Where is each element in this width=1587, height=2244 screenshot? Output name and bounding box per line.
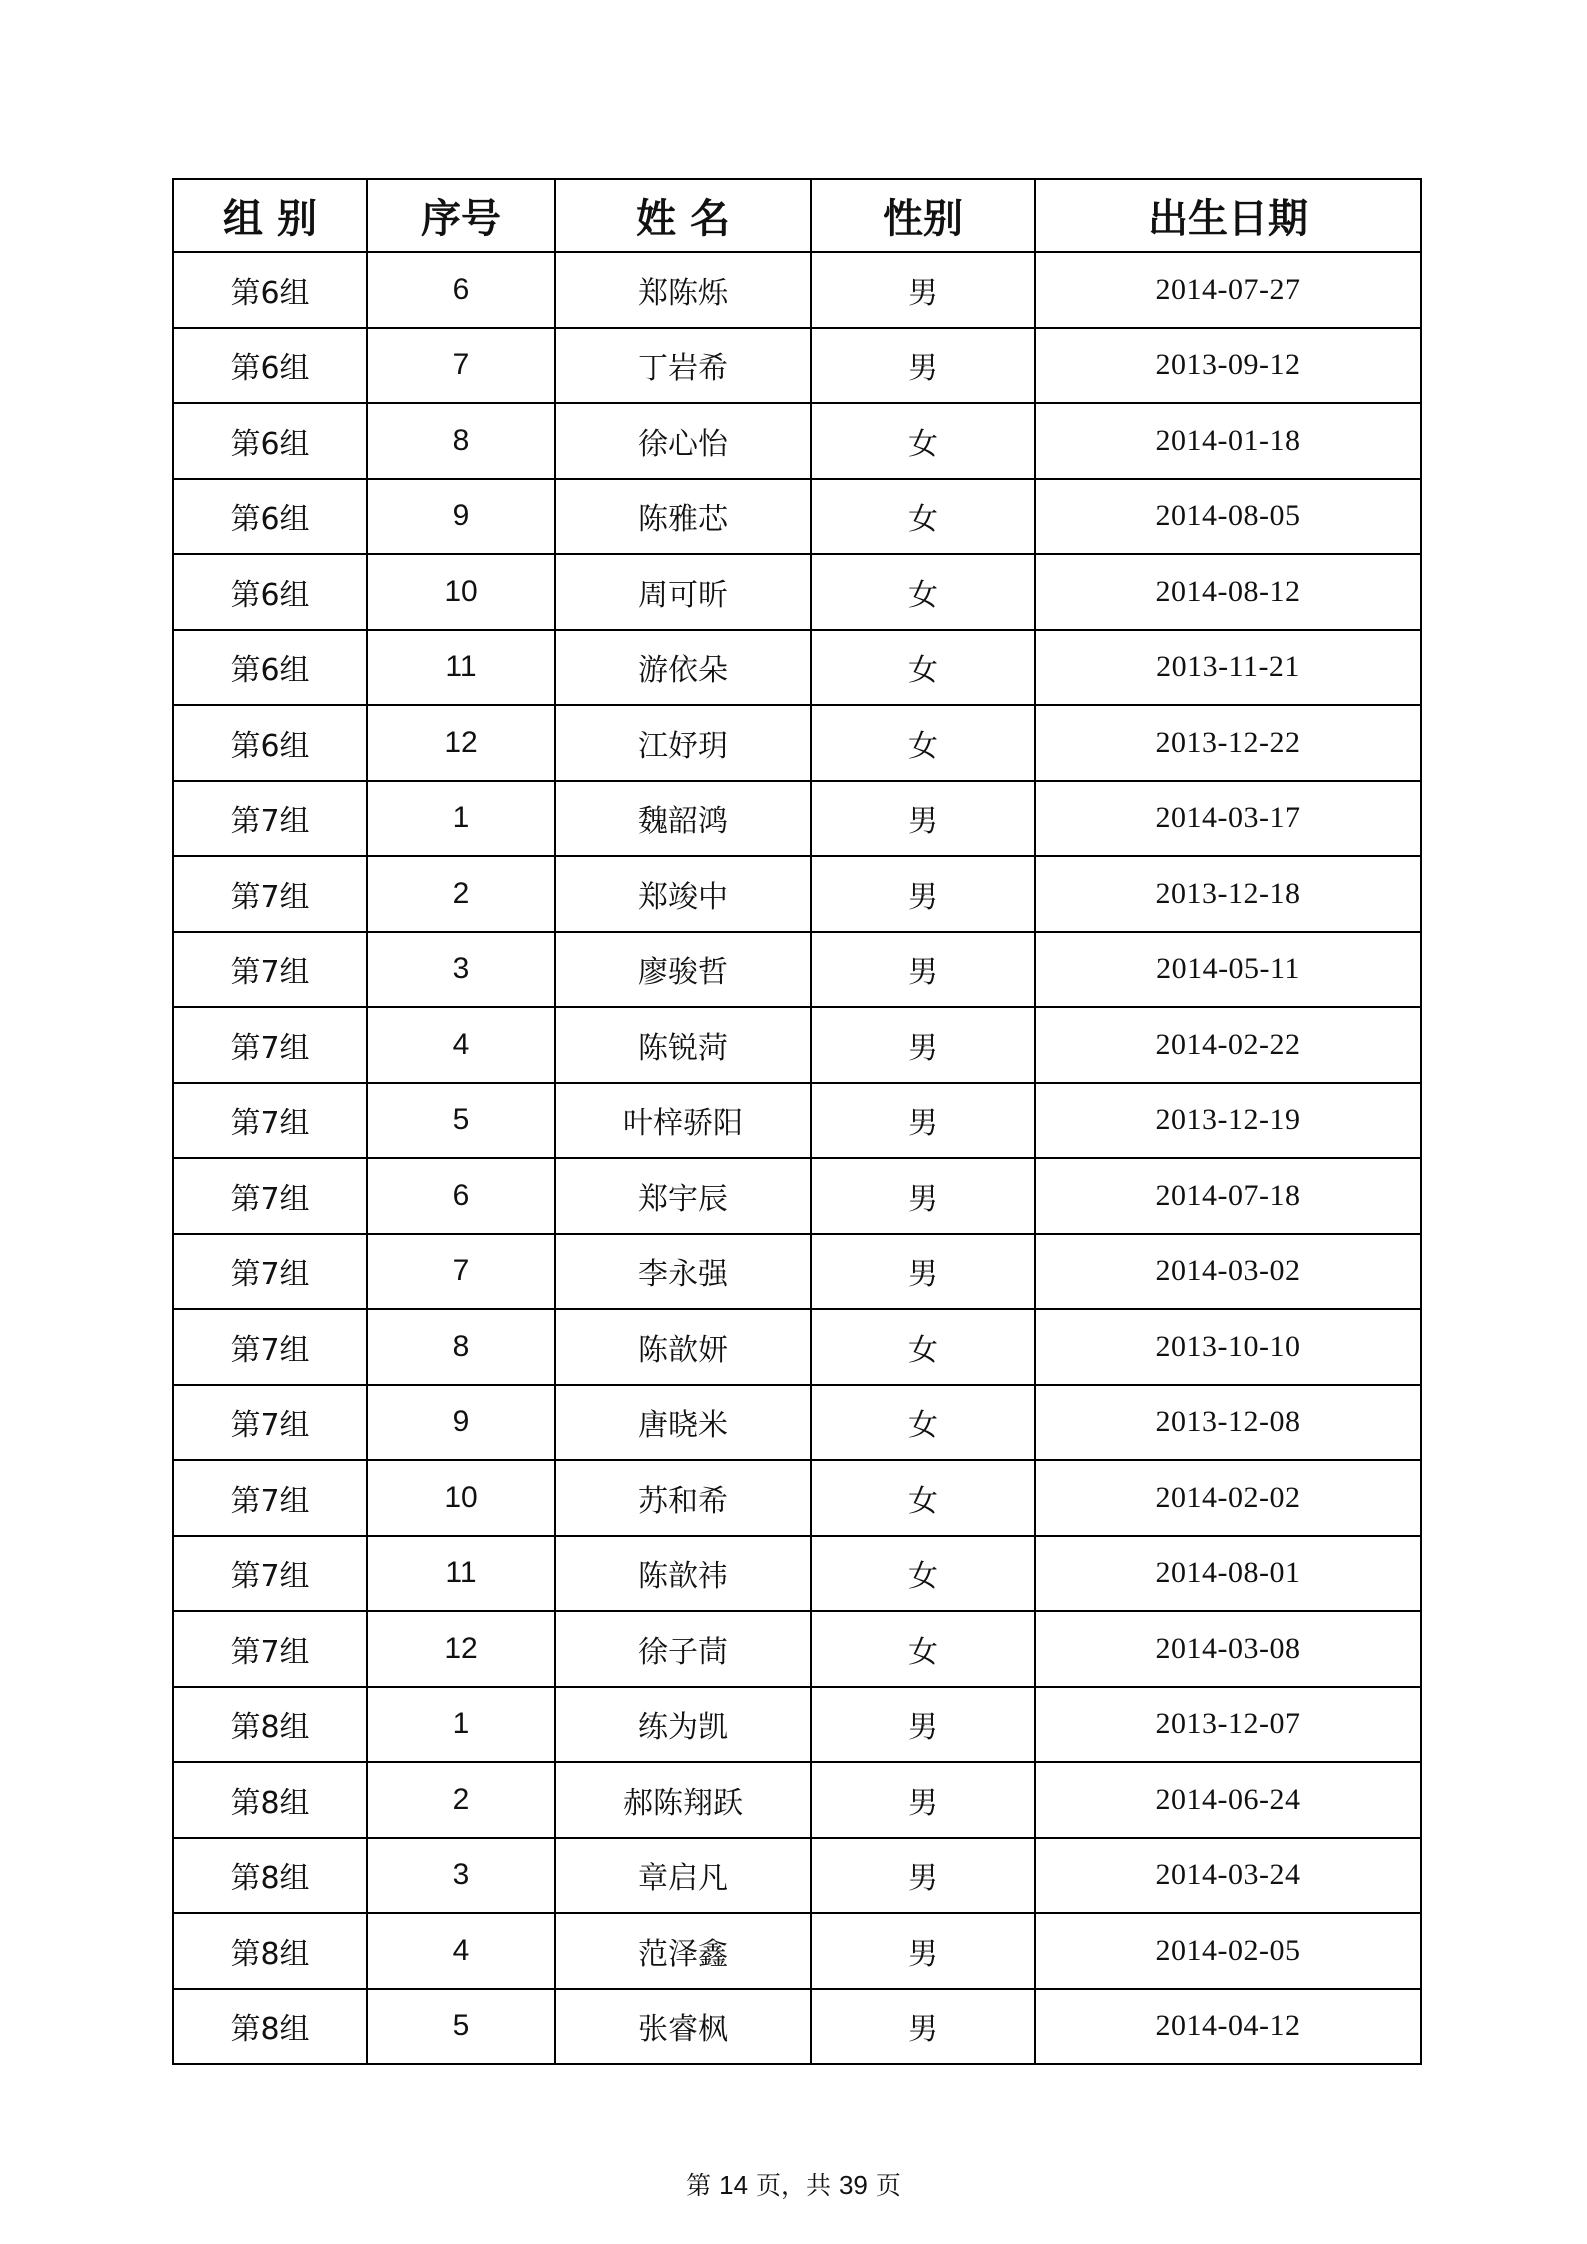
cell-seq: 3 bbox=[367, 1838, 555, 1914]
cell-group: 第8组 bbox=[173, 1838, 367, 1914]
cell-seq: 7 bbox=[367, 1234, 555, 1310]
cell-sex: 女 bbox=[811, 630, 1035, 706]
cell-group: 第6组 bbox=[173, 630, 367, 706]
table-row bbox=[173, 1309, 1421, 1385]
cell-seq: 10 bbox=[367, 1460, 555, 1536]
cell-sex: 女 bbox=[811, 554, 1035, 630]
cell-name: 廖骏哲 bbox=[555, 932, 811, 1008]
cell-seq: 6 bbox=[367, 1158, 555, 1234]
cell-group: 第6组 bbox=[173, 403, 367, 479]
cell-group: 第6组 bbox=[173, 705, 367, 781]
cell-name: 郝陈翔跃 bbox=[555, 1762, 811, 1838]
cell-name: 丁岩希 bbox=[555, 328, 811, 404]
cell-group: 第7组 bbox=[173, 932, 367, 1008]
header-row bbox=[173, 179, 1421, 252]
cell-group: 第8组 bbox=[173, 1913, 367, 1989]
cell-birth: 2013-12-22 bbox=[1035, 705, 1421, 781]
footer-middle: 页，共 bbox=[755, 2171, 831, 2200]
table-row bbox=[173, 1536, 1421, 1612]
table-row bbox=[173, 1385, 1421, 1461]
table-row bbox=[173, 328, 1421, 404]
cell-sex: 男 bbox=[811, 932, 1035, 1008]
cell-name: 周可昕 bbox=[555, 554, 811, 630]
cell-birth: 2014-08-12 bbox=[1035, 554, 1421, 630]
cell-birth: 2014-05-11 bbox=[1035, 932, 1421, 1008]
cell-birth: 2013-11-21 bbox=[1035, 630, 1421, 706]
cell-seq: 7 bbox=[367, 328, 555, 404]
cell-sex: 男 bbox=[811, 1913, 1035, 1989]
cell-group: 第7组 bbox=[173, 1309, 367, 1385]
header-sex: 性别 bbox=[811, 179, 1035, 252]
cell-name: 魏韶鸿 bbox=[555, 781, 811, 857]
cell-name: 张睿枫 bbox=[555, 1989, 811, 2065]
cell-group: 第7组 bbox=[173, 1385, 367, 1461]
cell-birth: 2014-03-08 bbox=[1035, 1611, 1421, 1687]
cell-sex: 男 bbox=[811, 1007, 1035, 1083]
header-birth: 出生日期 bbox=[1035, 179, 1421, 252]
cell-birth: 2014-07-27 bbox=[1035, 252, 1421, 328]
table-row bbox=[173, 781, 1421, 857]
cell-group: 第6组 bbox=[173, 554, 367, 630]
table-row bbox=[173, 1762, 1421, 1838]
cell-group: 第7组 bbox=[173, 1460, 367, 1536]
table-row bbox=[173, 1460, 1421, 1536]
cell-seq: 2 bbox=[367, 1762, 555, 1838]
cell-sex: 女 bbox=[811, 1536, 1035, 1612]
cell-birth: 2014-04-12 bbox=[1035, 1989, 1421, 2065]
cell-group: 第6组 bbox=[173, 479, 367, 555]
cell-birth: 2014-02-02 bbox=[1035, 1460, 1421, 1536]
cell-birth: 2013-12-08 bbox=[1035, 1385, 1421, 1461]
cell-name: 苏和希 bbox=[555, 1460, 811, 1536]
cell-sex: 男 bbox=[811, 1989, 1035, 2065]
cell-sex: 女 bbox=[811, 479, 1035, 555]
roster-body bbox=[173, 252, 1421, 2064]
cell-birth: 2014-08-01 bbox=[1035, 1536, 1421, 1612]
cell-seq: 5 bbox=[367, 1989, 555, 2065]
cell-seq: 11 bbox=[367, 630, 555, 706]
cell-sex: 男 bbox=[811, 1158, 1035, 1234]
cell-group: 第7组 bbox=[173, 1536, 367, 1612]
cell-seq: 1 bbox=[367, 781, 555, 857]
footer-current-page: 14 bbox=[719, 2170, 749, 2200]
cell-name: 练为凯 bbox=[555, 1687, 811, 1763]
cell-name: 范泽鑫 bbox=[555, 1913, 811, 1989]
cell-seq: 9 bbox=[367, 1385, 555, 1461]
cell-sex: 男 bbox=[811, 1083, 1035, 1159]
cell-group: 第7组 bbox=[173, 1007, 367, 1083]
cell-seq: 12 bbox=[367, 705, 555, 781]
table-row bbox=[173, 1158, 1421, 1234]
cell-seq: 8 bbox=[367, 403, 555, 479]
cell-name: 章启凡 bbox=[555, 1838, 811, 1914]
cell-group: 第8组 bbox=[173, 1989, 367, 2065]
cell-name: 徐心怡 bbox=[555, 403, 811, 479]
header-name: 姓 名 bbox=[555, 179, 811, 252]
cell-sex: 男 bbox=[811, 328, 1035, 404]
cell-name: 徐子茼 bbox=[555, 1611, 811, 1687]
cell-birth: 2014-08-05 bbox=[1035, 479, 1421, 555]
cell-birth: 2014-06-24 bbox=[1035, 1762, 1421, 1838]
cell-birth: 2014-03-02 bbox=[1035, 1234, 1421, 1310]
table-row bbox=[173, 252, 1421, 328]
cell-birth: 2013-10-10 bbox=[1035, 1309, 1421, 1385]
cell-sex: 女 bbox=[811, 403, 1035, 479]
cell-name: 陈歆妍 bbox=[555, 1309, 811, 1385]
cell-sex: 男 bbox=[811, 1687, 1035, 1763]
cell-sex: 女 bbox=[811, 1309, 1035, 1385]
table-row bbox=[173, 1083, 1421, 1159]
table-row bbox=[173, 1913, 1421, 1989]
cell-birth: 2013-12-19 bbox=[1035, 1083, 1421, 1159]
cell-sex: 男 bbox=[811, 781, 1035, 857]
cell-sex: 女 bbox=[811, 1460, 1035, 1536]
table-row bbox=[173, 705, 1421, 781]
cell-birth: 2014-01-18 bbox=[1035, 403, 1421, 479]
cell-name: 游依朵 bbox=[555, 630, 811, 706]
cell-group: 第7组 bbox=[173, 1234, 367, 1310]
header-group: 组 别 bbox=[173, 179, 367, 252]
cell-name: 陈锐菏 bbox=[555, 1007, 811, 1083]
cell-name: 郑宇辰 bbox=[555, 1158, 811, 1234]
cell-sex: 男 bbox=[811, 1234, 1035, 1310]
table-row bbox=[173, 630, 1421, 706]
cell-name: 江妤玥 bbox=[555, 705, 811, 781]
cell-birth: 2014-03-17 bbox=[1035, 781, 1421, 857]
cell-group: 第8组 bbox=[173, 1687, 367, 1763]
cell-group: 第7组 bbox=[173, 856, 367, 932]
cell-sex: 女 bbox=[811, 1611, 1035, 1687]
cell-name: 李永强 bbox=[555, 1234, 811, 1310]
page-footer bbox=[0, 2166, 1587, 2202]
cell-seq: 11 bbox=[367, 1536, 555, 1612]
table-row bbox=[173, 479, 1421, 555]
footer-suffix: 页 bbox=[875, 2171, 901, 2200]
cell-birth: 2014-07-18 bbox=[1035, 1158, 1421, 1234]
cell-group: 第7组 bbox=[173, 781, 367, 857]
cell-seq: 4 bbox=[367, 1007, 555, 1083]
cell-name: 唐晓米 bbox=[555, 1385, 811, 1461]
cell-seq: 3 bbox=[367, 932, 555, 1008]
cell-birth: 2014-02-22 bbox=[1035, 1007, 1421, 1083]
footer-prefix: 第 bbox=[686, 2171, 712, 2200]
cell-seq: 6 bbox=[367, 252, 555, 328]
footer-total-pages: 39 bbox=[838, 2170, 868, 2200]
cell-sex: 男 bbox=[811, 1838, 1035, 1914]
cell-name: 郑竣中 bbox=[555, 856, 811, 932]
table-row bbox=[173, 403, 1421, 479]
roster-table bbox=[172, 178, 1422, 2065]
cell-sex: 男 bbox=[811, 856, 1035, 932]
cell-seq: 5 bbox=[367, 1083, 555, 1159]
cell-birth: 2013-12-18 bbox=[1035, 856, 1421, 932]
cell-sex: 男 bbox=[811, 252, 1035, 328]
cell-group: 第7组 bbox=[173, 1158, 367, 1234]
header-seq: 序号 bbox=[367, 179, 555, 252]
cell-birth: 2013-12-07 bbox=[1035, 1687, 1421, 1763]
table-row bbox=[173, 932, 1421, 1008]
cell-seq: 2 bbox=[367, 856, 555, 932]
cell-seq: 8 bbox=[367, 1309, 555, 1385]
table-row bbox=[173, 554, 1421, 630]
cell-birth: 2014-03-24 bbox=[1035, 1838, 1421, 1914]
cell-seq: 9 bbox=[367, 479, 555, 555]
table-row bbox=[173, 1687, 1421, 1763]
cell-name: 陈歆祎 bbox=[555, 1536, 811, 1612]
table-row bbox=[173, 1989, 1421, 2065]
cell-name: 郑陈烁 bbox=[555, 252, 811, 328]
cell-group: 第6组 bbox=[173, 328, 367, 404]
cell-group: 第8组 bbox=[173, 1762, 367, 1838]
cell-group: 第6组 bbox=[173, 252, 367, 328]
cell-name: 叶梓骄阳 bbox=[555, 1083, 811, 1159]
cell-name: 陈雅芯 bbox=[555, 479, 811, 555]
cell-sex: 女 bbox=[811, 705, 1035, 781]
table-row bbox=[173, 1838, 1421, 1914]
cell-birth: 2013-09-12 bbox=[1035, 328, 1421, 404]
table-row bbox=[173, 1007, 1421, 1083]
cell-seq: 12 bbox=[367, 1611, 555, 1687]
cell-seq: 4 bbox=[367, 1913, 555, 1989]
table-row bbox=[173, 1234, 1421, 1310]
cell-birth: 2014-02-05 bbox=[1035, 1913, 1421, 1989]
cell-seq: 1 bbox=[367, 1687, 555, 1763]
cell-group: 第7组 bbox=[173, 1611, 367, 1687]
cell-sex: 男 bbox=[811, 1762, 1035, 1838]
table-row bbox=[173, 856, 1421, 932]
cell-seq: 10 bbox=[367, 554, 555, 630]
cell-group: 第7组 bbox=[173, 1083, 367, 1159]
table-row bbox=[173, 1611, 1421, 1687]
cell-sex: 女 bbox=[811, 1385, 1035, 1461]
